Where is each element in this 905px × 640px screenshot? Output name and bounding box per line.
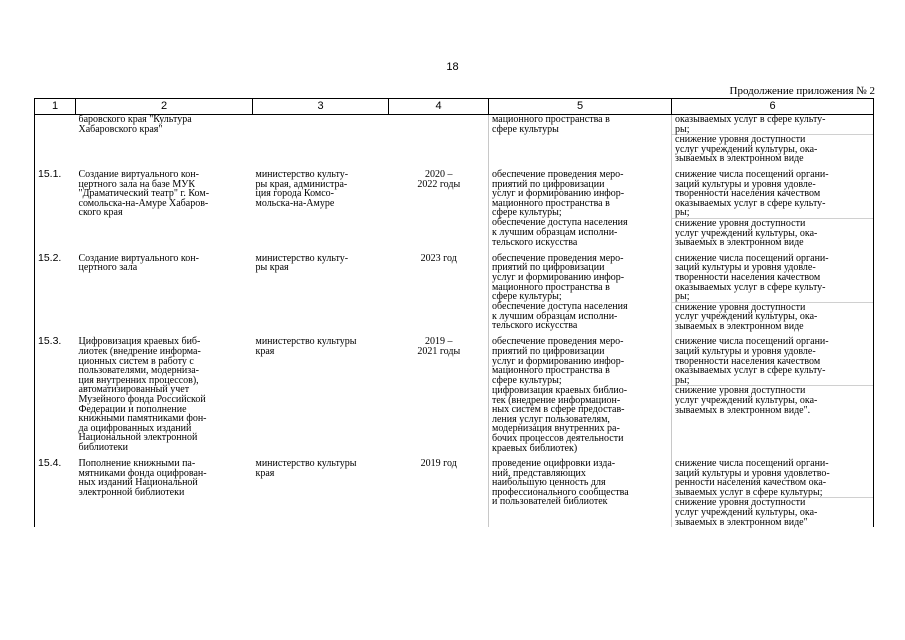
activity-name-line: Пополнение книжными па- (78, 458, 196, 470)
result-line: зываемых в электронном виде" (675, 516, 808, 528)
period-line: 2019 год (420, 458, 457, 470)
task-line: сфере культуры; (492, 291, 562, 303)
period (389, 115, 489, 164)
task-line: проведение оцифровки изда- (492, 458, 616, 470)
table-row (35, 331, 874, 385)
executor-line: министерство культуры (255, 336, 357, 348)
task (489, 302, 672, 331)
row-number (35, 453, 76, 527)
executor-line: края (255, 467, 275, 479)
task-line: обеспечение проведения меро- (492, 252, 624, 264)
task (489, 218, 672, 247)
activity-name (76, 115, 253, 164)
task-line: ления услуг пользователям, (492, 413, 610, 425)
row-number (35, 248, 76, 332)
column-header: 1 (35, 99, 76, 115)
result (672, 386, 874, 453)
task-line: обеспечение доступа населения (492, 217, 628, 229)
task (489, 164, 672, 218)
result-line: оказываемых услуг в сфере культу- (675, 281, 826, 293)
result (672, 302, 874, 331)
result-line: ры; (675, 123, 690, 135)
result-line: снижение уровня доступности (675, 385, 806, 397)
executor (253, 331, 389, 453)
row-number-line: 15.4. (38, 457, 62, 470)
activity-name-line: пользователями, модерниза- (78, 365, 199, 377)
activity-name-line: цертного зала (78, 262, 138, 274)
table-row (35, 164, 874, 218)
result-line: оказываемых услуг в сфере культу- (675, 114, 826, 125)
activity-name-line: Создание виртуального кон- (78, 168, 199, 180)
task-line: сфере культуры; (492, 374, 562, 386)
result-line: снижение уровня доступности (675, 301, 806, 313)
column-header: 5 (489, 99, 672, 115)
task-line: услуг и формированию инфор- (492, 271, 625, 283)
appendix-table (34, 98, 874, 527)
result-line: зываемых в электронном виде (675, 153, 804, 165)
activity-name-line: Цифровизация краевых биб- (78, 336, 201, 348)
task-line: обеспечение доступа населения (492, 301, 628, 313)
result-line: творенности населения качеством (675, 271, 821, 283)
executor-line: ры края, администра- (255, 178, 348, 190)
activity-name-line: книжными памятниками фон- (78, 413, 207, 425)
result-line: снижение уровня доступности (675, 134, 806, 146)
task-line: мационного пространства в (492, 114, 610, 125)
task (489, 453, 672, 527)
result-line: заций культуры и уровня удовле- (675, 346, 816, 358)
task-line: тельского искусства (492, 236, 578, 248)
result-line: услуг учреждений культуры, ока- (675, 227, 818, 239)
period-line: 2019 – (425, 336, 453, 348)
task-line: к лучшим образцам исполни- (492, 227, 618, 239)
result-line: ры; (675, 207, 690, 219)
task-line: приятий по цифровизации (492, 346, 605, 358)
activity-name-line: Национальной электронной (78, 432, 198, 444)
task (489, 115, 672, 164)
result-line: услуг учреждений культуры, ока- (675, 507, 818, 519)
executor-line: министерство культу- (255, 252, 349, 264)
executor-line: министерство культуры (255, 458, 357, 470)
executor (253, 453, 389, 527)
period (389, 164, 489, 248)
result (672, 248, 874, 302)
task-line: тек (внедрение информацион- (492, 394, 621, 406)
task-line: сфере культуры; (492, 207, 562, 219)
result-line: зываемых в электронном виде (675, 320, 804, 332)
executor-line: ция города Комсо- (255, 188, 334, 200)
result (672, 135, 874, 164)
task-line: наибольшую ценность для (492, 477, 606, 489)
result (672, 498, 874, 527)
task-line: и пользователей библиотек (492, 496, 608, 508)
result-line: услуг учреждений культуры, ока- (675, 395, 818, 407)
result-line: ры; (675, 291, 690, 303)
task-line: услуг и формированию инфор- (492, 188, 625, 200)
result (672, 218, 874, 247)
activity-name-line: ных изданий Национальной (78, 477, 198, 489)
activity-name-line: Федерации и пополнение (78, 403, 187, 415)
executor-line: края (255, 346, 275, 358)
activity-name-line: мятниками фонда оцифрован- (78, 467, 207, 479)
period (389, 331, 489, 453)
activity-name-line: Музейного фонда Российской (78, 394, 206, 406)
executor-line: министерство культу- (255, 168, 349, 180)
activity-name (76, 164, 253, 248)
column-header: 4 (389, 99, 489, 115)
period (389, 453, 489, 527)
result-line: снижение числа посещений органи- (675, 458, 829, 470)
row-number (35, 331, 76, 453)
result (672, 115, 874, 135)
result-line: заций культуры и уровня удовлетво- (675, 467, 830, 479)
executor-line: мольска-на-Амуре (255, 197, 335, 209)
task-line: мационного пространства в (492, 365, 610, 377)
activity-name-line: электронной библиотеки (78, 486, 185, 498)
activity-name-line: цертного зала на базе МУК (78, 178, 195, 190)
table-row (35, 248, 874, 302)
task-line: ний, представляющих (492, 467, 586, 479)
task-line: мационного пространства в (492, 197, 610, 209)
task-line: краевых библиотек) (492, 442, 578, 454)
row-number-line: 15.1. (38, 167, 62, 180)
task-line: обеспечение проведения меро- (492, 336, 624, 348)
column-header: 2 (76, 99, 253, 115)
task-line: профессионального сообщества (492, 486, 629, 498)
result-line: зываемых услуг в сфере культуры; (675, 486, 823, 498)
period-line: 2021 годы (417, 346, 461, 358)
result (672, 331, 874, 385)
executor-line: ры края (255, 262, 289, 274)
result-line: снижение уровня доступности (675, 497, 806, 509)
task-line: услуг и формированию инфор- (492, 355, 625, 367)
result-line: оказываемых услуг в сфере культу- (675, 197, 826, 209)
activity-name (76, 331, 253, 453)
result-line: снижение числа посещений органи- (675, 252, 829, 264)
executor (253, 248, 389, 332)
period-line: 2022 годы (417, 178, 461, 190)
table-header-row (35, 99, 874, 115)
result-line: оказываемых услуг в сфере культу- (675, 365, 826, 377)
result-line: творенности населения качеством (675, 188, 821, 200)
result-line: заций культуры и уровня удовле- (675, 178, 816, 190)
activity-name-line: ционных систем в работу с (78, 355, 194, 367)
result-line: зываемых в электронном виде (675, 237, 804, 249)
task-line: сфере культуры (492, 123, 559, 135)
result-line: зываемых в электронном виде". (675, 404, 811, 416)
page-number: 18 (446, 61, 459, 73)
task-line: тельского искусства (492, 320, 578, 332)
task-line: цифровизация краевых библио- (492, 384, 628, 396)
task (489, 331, 672, 385)
result-line: творенности населения качеством (675, 355, 821, 367)
column-header: 3 (253, 99, 389, 115)
period (389, 248, 489, 332)
task (489, 248, 672, 302)
result-line: снижение числа посещений органи- (675, 168, 829, 180)
task-line: мационного пространства в (492, 281, 610, 293)
result (672, 164, 874, 218)
activity-name-line: сомольска-на-Амуре Хабаров- (78, 197, 209, 209)
task-line: обеспечение проведения меро- (492, 168, 624, 180)
row-number-line: 15.2. (38, 251, 62, 264)
executor (253, 115, 389, 164)
task-line: ных систем в сфере предостав- (492, 404, 625, 416)
result-line: услуг учреждений культуры, ока- (675, 143, 818, 155)
activity-name-line: Хабаровского края" (78, 123, 163, 135)
activity-name-line: да оцифрованных изданий (78, 422, 192, 434)
task-line: к лучшим образцам исполни- (492, 310, 618, 322)
activity-name-line: библиотеки (78, 442, 129, 453)
table-body (35, 115, 874, 528)
activity-name-line: баровского края "Культура (78, 114, 192, 125)
activity-name-line: лиотек (внедрение информа- (78, 346, 201, 358)
activity-name-line: автоматизированный учет (78, 384, 190, 396)
task-line: бочих процессов деятельности (492, 432, 624, 444)
activity-name (76, 453, 253, 527)
table-row (35, 453, 874, 498)
activity-name (76, 248, 253, 332)
result-line: снижение числа посещений органи- (675, 336, 829, 348)
task (489, 386, 672, 453)
result-line: заций культуры и уровня удовле- (675, 262, 816, 274)
result-line: ры; (675, 374, 690, 386)
period-line: 2023 год (420, 252, 457, 264)
row-number (35, 115, 76, 164)
continuation-note: Продолжение приложения № 2 (729, 85, 875, 97)
result-line: снижение уровня доступности (675, 217, 806, 229)
activity-name-line: "Драматический театр" г. Ком- (78, 188, 210, 200)
row-number (35, 164, 76, 248)
task-line: приятий по цифровизации (492, 262, 605, 274)
result (672, 453, 874, 498)
activity-name-line: ция внутренних процессов), (78, 374, 199, 386)
executor (253, 164, 389, 248)
row-number-line: 15.3. (38, 335, 62, 348)
column-header: 6 (672, 99, 874, 115)
task-line: приятий по цифровизации (492, 178, 605, 190)
result-line: ренности населения качеством ока- (675, 477, 827, 489)
activity-name-line: ского края (78, 207, 123, 219)
table-row (35, 115, 874, 135)
activity-name-line: Создание виртуального кон- (78, 252, 199, 264)
period-line: 2020 – (425, 168, 453, 180)
task-line: модернизация внутренних ра- (492, 423, 620, 435)
result-line: услуг учреждений культуры, ока- (675, 311, 818, 323)
